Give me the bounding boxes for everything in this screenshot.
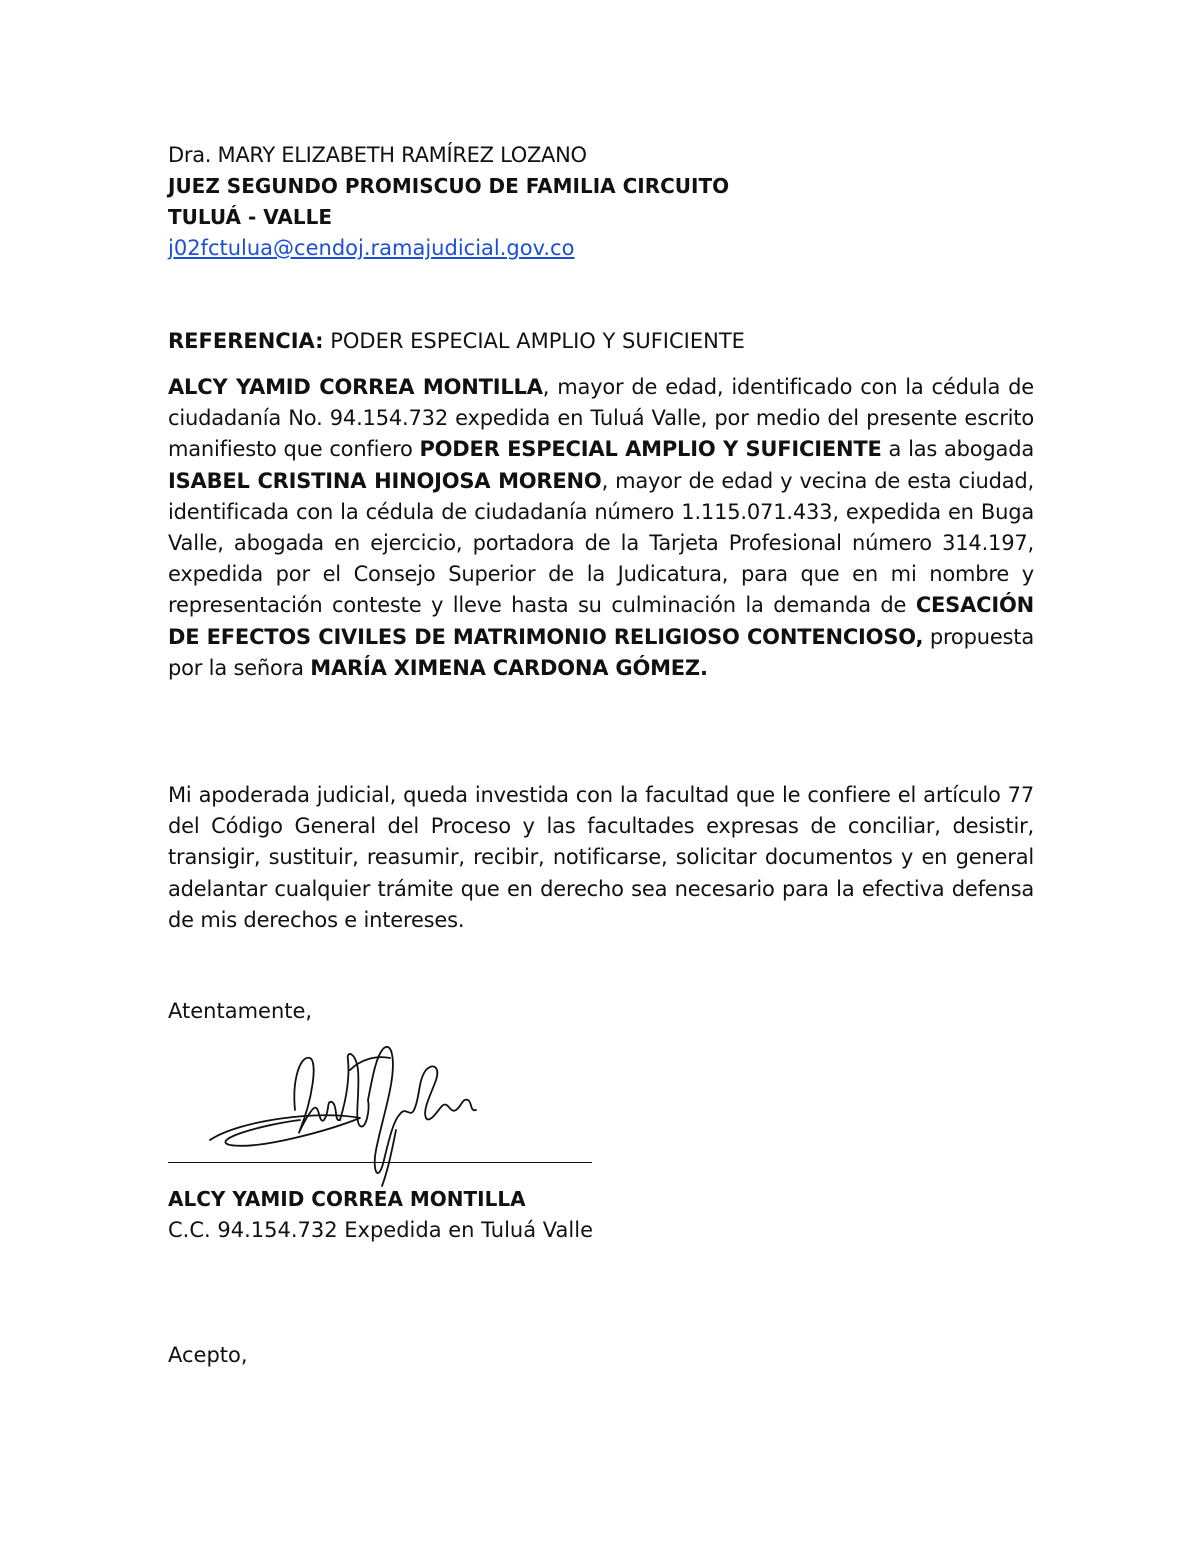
court-city: TULUÁ - VALLE (168, 205, 332, 229)
plaintiff-name: MARÍA XIMENA CARDONA GÓMEZ. (310, 655, 708, 680)
reference-line (168, 326, 745, 357)
court-email-link[interactable]: j02fctulua@cendoj.ramajudicial.gov.co (168, 236, 575, 260)
grantor-name: ALCY YAMID CORREA MONTILLA (168, 375, 543, 399)
addressee-name: Dra. MARY ELIZABETH RAMÍREZ LOZANO (168, 143, 587, 167)
signer-name: ALCY YAMID CORREA MONTILLA (168, 1187, 526, 1211)
power-type: PODER ESPECIAL AMPLIO Y SUFICIENTE (419, 437, 882, 462)
attorney-name: ISABEL CRISTINA HINOJOSA MORENO (168, 468, 602, 493)
handwritten-signature (200, 1040, 500, 1190)
reference-label: REFERENCIA: (168, 329, 324, 353)
court-title: JUEZ SEGUNDO PROMISCUO DE FAMILIA CIRCUITO (168, 174, 730, 198)
acceptance-label: Acepto, (168, 1343, 248, 1367)
reference-text: PODER ESPECIAL AMPLIO Y SUFICIENTE (323, 329, 745, 353)
powers-paragraph: Mi apoderada judicial, queda investida con la facultad que le confiere el artículo 77 del Código General del Proceso y las facultades expresas de conciliar, desistir, transigir, sustituir, reasumir, recibir, notificarse, solicitar documentos y en general adelantar cualquier trámite que en derecho sea necesario para la efectiva defensa de mis derechos e intereses. (168, 783, 1034, 932)
signer-id: C.C. 94.154.732 Expedida en Tuluá Valle (168, 1218, 593, 1242)
paragraph-text: , mayor de edad, identificado con la cédula de ciudadanía No. 94.154.732 expedida en Tuluá Valle, por medio del presente escrito manifiesto que confiero (168, 375, 1034, 462)
closing-salutation: Atentamente, (168, 999, 313, 1023)
paragraph-text: a las abogada (881, 437, 1035, 462)
case-type: CESACIÓN DE EFECTOS CIVILES DE MATRIMONIO RELIGIOSO CONTENCIOSO, (168, 593, 1034, 649)
paragraph-text: propuesta por la señora (168, 624, 1034, 680)
power-of-attorney-paragraph (168, 372, 1034, 684)
signature-line (168, 1162, 592, 1163)
paragraph-text: , mayor de edad y vecina de esta ciudad, identificada con la cédula de ciudadanía número 1.115.071.433, expedida en Buga Valle, abogada en ejercicio, portadora de la Tarjeta Profesional número 314.197, expedida por el Consejo Superior de la Judicatura, para que en mi nombre y representación conteste y lleve hasta su culminación la demanda de (168, 468, 1034, 618)
